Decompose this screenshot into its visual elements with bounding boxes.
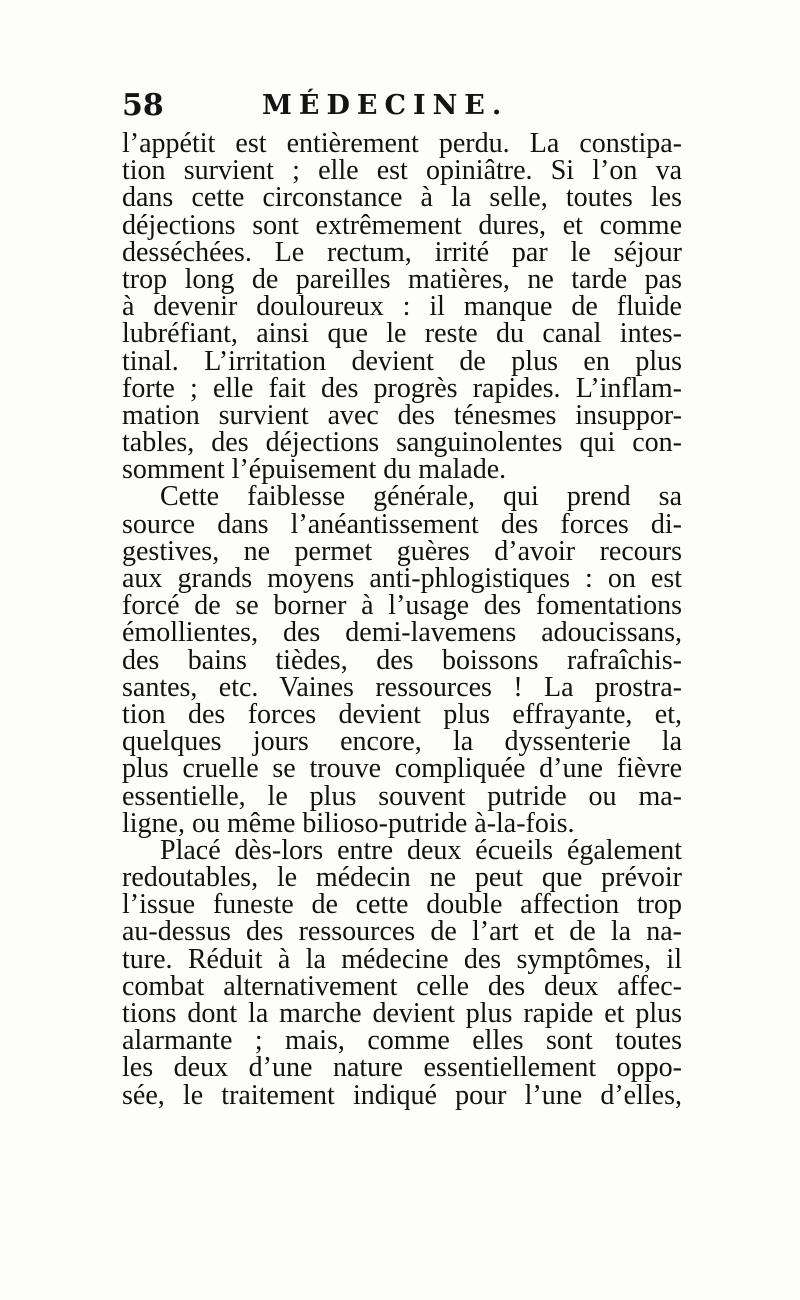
paragraph-end-line: somment l’épuisement du malade. xyxy=(122,454,507,486)
body-text xyxy=(122,130,682,1109)
text-line: desséchées. Le rectum, irrité par le séjour xyxy=(122,236,682,268)
text-line: les deux d’une nature essentiellement oppo- xyxy=(122,1052,682,1084)
text-line: tions dont la marche devient plus rapide et plus xyxy=(122,998,682,1029)
text-line: l’appétit est entièrement perdu. La constipa- xyxy=(122,128,682,159)
text-line: l’issue funeste de cette double affection trop xyxy=(122,889,682,921)
paragraph-start-line: Placé dès-lors entre deux écueils également xyxy=(160,834,682,866)
text-line: essentielle, le plus souvent putride ou ma- xyxy=(122,780,682,812)
text-line: source dans l’anéantissement des forces di- xyxy=(122,508,682,540)
text-line: gestives, ne permet guères d’avoir recours xyxy=(122,535,682,567)
text-line: ture. Réduit à la médecine des symptômes, il xyxy=(122,943,682,975)
paragraph-start-line: Cette faiblesse générale, qui prend sa xyxy=(160,481,682,513)
page-header xyxy=(122,86,692,126)
text-line: dans cette circonstance à la selle, toutes les xyxy=(122,182,682,214)
text-line: tion survient ; elle est opiniâtre. Si l’on va xyxy=(122,155,682,187)
text-line: lubréfiant, ainsi que le reste du canal intes- xyxy=(122,318,682,350)
text-line: aux grands moyens anti-phlogistiques : on est xyxy=(122,563,682,594)
text-line: forte ; elle fait des progrès rapides. L’inflam- xyxy=(122,372,682,404)
text-line: tinal. L’irritation devient de plus en plus xyxy=(122,345,682,377)
text-line: sée, le traitement indiqué pour l’une d’elles, xyxy=(122,1079,682,1111)
text-line: au-dessus des ressources de l’art et de la na- xyxy=(122,916,682,948)
text-line: plus cruelle se trouve compliquée d’une fièvre xyxy=(122,753,682,785)
text-line: santes, etc. Vaines ressources ! La prostra- xyxy=(122,671,682,703)
text-line: combat alternativement celle des deux affec- xyxy=(122,970,682,1002)
text-line: quelques jours encore, la dyssenterie la xyxy=(122,726,682,758)
text-line: mation survient avec des ténesmes insuppor- xyxy=(122,399,682,431)
text-line: émollientes, des demi-lavemens adoucissans, xyxy=(122,617,682,649)
text-line: des bains tièdes, des boissons rafraîchis- xyxy=(122,644,682,676)
text-line: trop long de pareilles matières, ne tarde pas xyxy=(122,263,682,295)
paragraph-end-line: ligne, ou même bilioso-putride à-la-fois. xyxy=(122,807,575,839)
text-line: tion des forces devient plus effrayante, et, xyxy=(122,698,682,730)
text-line: alarmante ; mais, comme elles sont toutes xyxy=(122,1025,682,1057)
page-number: 58 xyxy=(122,88,164,123)
text-line: redoutables, le médecin ne peut que prévoir xyxy=(122,862,682,894)
text-line: tables, des déjections sanguinolentes qui con- xyxy=(122,427,682,459)
text-line: à devenir douloureux : il manque de fluide xyxy=(122,291,682,323)
text-line: forcé de se borner à l’usage des fomentations xyxy=(122,590,682,622)
text-line: déjections sont extrêmement dures, et comme xyxy=(122,209,682,241)
running-head: MÉDECINE. xyxy=(262,90,509,121)
